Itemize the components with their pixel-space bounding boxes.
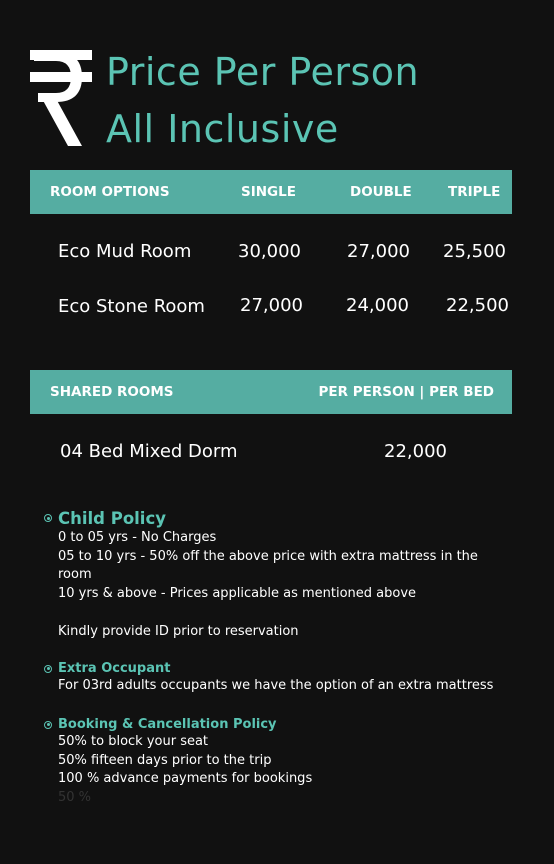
policy-line: 0 to 05 yrs - No Charges [58,530,217,545]
room-name: Eco Mud Room [58,241,192,262]
child-policy-title: Child Policy [58,508,166,528]
header [30,44,419,158]
header-room-options: ROOM OPTIONS [50,184,170,200]
policy-line: room [58,567,92,583]
policy-line: For 03rd adults occupants we have the option of an extra mattress [58,678,494,693]
price-triple: 25,500 [443,241,506,262]
child-policy-lines [58,529,524,641]
price-single: 30,000 [238,241,301,262]
policy-line: 10 yrs & above - Prices applicable as mentioned above [58,586,417,602]
rupee-icon [30,50,94,148]
booking-policy-section [44,716,524,808]
dorm-price: 22,000 [384,441,447,462]
policy-line: 05 to 10 yrs - 50% off the above price with extra mattress in the [58,548,478,564]
child-policy-section [44,507,524,641]
header-triple: TRIPLE [448,184,501,200]
header-single: SINGLE [241,184,296,200]
extra-occupant-title: Extra Occupant [58,661,171,676]
price-double: 24,000 [346,295,409,316]
policy-line [58,604,524,623]
extra-occupant-section [44,660,524,696]
price-double: 27,000 [347,241,410,262]
price-single: 27,000 [240,295,303,316]
room-name: Eco Stone Room [58,296,205,317]
header-double: DOUBLE [350,184,412,200]
dorm-name: 04 Bed Mixed Dorm [60,441,238,462]
booking-policy-title: Booking & Cancellation Policy [58,717,277,732]
room-table-header [30,170,512,214]
policy-line: 50% to block your seat [58,734,209,749]
header-per-person-per-bed: PER PERSON | PER BED [318,384,494,400]
bullet-icon [44,514,52,522]
page-title [106,44,419,158]
title-line-1: Price Per Person [106,50,420,94]
bullet-icon [44,665,52,673]
policy-line: 50% fifteen days prior to the trip [58,752,272,768]
title-line-2: All Inclusive [106,107,339,151]
bullet-icon [44,721,52,729]
policy-line: Kindly provide ID prior to reservation [58,623,299,639]
policy-line: 100 % advance payments for bookings [58,771,313,787]
shared-table-header [30,370,512,414]
policy-line: 50 % [58,790,92,806]
header-shared-rooms: SHARED ROOMS [50,384,174,400]
booking-policy-lines [58,733,524,808]
price-triple: 22,500 [446,295,509,316]
extra-occupant-lines [58,677,524,696]
